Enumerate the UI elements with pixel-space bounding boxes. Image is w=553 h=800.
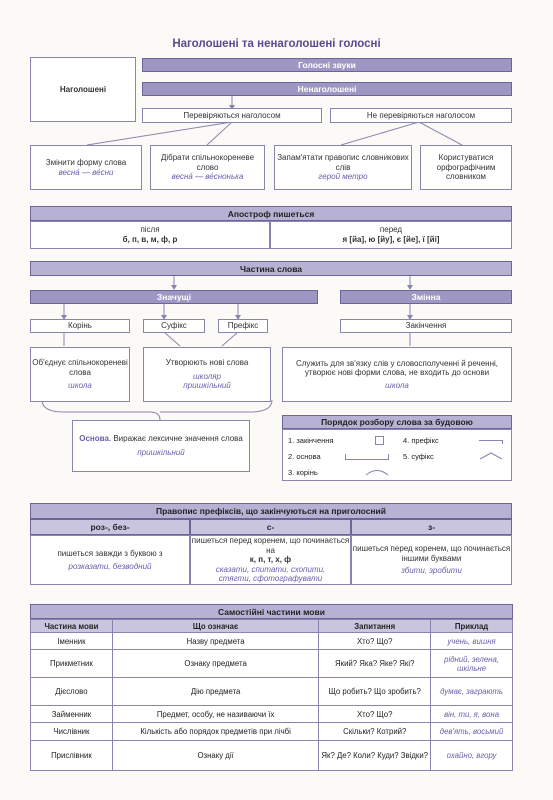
column-header: Запитання <box>319 620 431 633</box>
pos-question: Хто? Що? <box>319 633 431 650</box>
pos-example: він, ти, я, вона <box>431 706 513 723</box>
prefix-col1-desc: пишеться завжди з буквою з <box>57 548 163 558</box>
pos-question: Який? Яка? Яке? Які? <box>319 650 431 678</box>
pos-example: рідний, зелена, шкільне <box>431 650 513 678</box>
pos-meaning: Ознаку дії <box>112 741 318 771</box>
prefix-col1-header: роз-, без- <box>30 519 190 535</box>
rule-example: весна́ — ве́сни <box>58 167 114 177</box>
suffix-symbol-icon <box>479 452 503 460</box>
pos-question: Що робить? Що зробить? <box>319 678 431 706</box>
root-description <box>30 347 130 402</box>
stem-example: пришкільний <box>137 448 185 457</box>
apostrophe-before <box>270 221 512 249</box>
unstressed-header: Ненаголошені <box>142 82 512 96</box>
prefixes-header: Правопис префіксів, що закінчуються на приголосний <box>30 503 512 519</box>
after-label: після <box>140 225 160 235</box>
table-row <box>31 723 513 741</box>
prefix-example: пришкільний <box>183 381 231 391</box>
parts-of-speech-table <box>30 619 513 771</box>
column-header: Що означає <box>112 620 318 633</box>
rule-memorize <box>274 145 412 190</box>
suffix-example: школяр <box>193 371 221 381</box>
pos-example: дев'ять, восьмий <box>431 723 513 741</box>
rule-text: Запам'ятати правопис словникових слів <box>277 153 409 172</box>
suffix-box: Суфікс <box>143 319 205 333</box>
unchecked-box: Не перевіряються наголосом <box>330 108 512 123</box>
parsing-order-list <box>282 429 512 481</box>
prefix-col1-example: розказати, безводний <box>68 561 152 571</box>
parsing-item: 3. корінь <box>288 468 318 477</box>
pos-question: Скільки? Котрий? <box>319 723 431 741</box>
before-label: перед <box>379 225 403 235</box>
pos-meaning: Предмет, особу, не називаючи їх <box>112 706 318 723</box>
pos-meaning: Назву предмета <box>112 633 318 650</box>
parsing-item: 1. закінчення <box>288 436 334 445</box>
pos-meaning: Дію предмета <box>112 678 318 706</box>
prefix-col2-example: стягти, сфотографувати <box>218 574 323 584</box>
table-row <box>31 678 513 706</box>
root-desc-text: Об'єднує спільнокореневі слова <box>32 358 128 377</box>
prefix-col3-cell <box>351 535 512 585</box>
pos-name: Займенник <box>31 706 113 723</box>
column-header: Частина мови <box>31 620 113 633</box>
pos-question: Хто? Що? <box>319 706 431 723</box>
rule-text: Користуватися орфографічним словником <box>436 153 496 182</box>
parsing-item: 2. основа <box>288 452 321 461</box>
ending-desc-text: Служить для зв'язку слів у словосполученні й реченні, утворює нові форми слова, не входить до основи <box>295 358 499 378</box>
table-row <box>31 741 513 771</box>
ending-example: школа <box>385 380 409 390</box>
prefix-box: Префікс <box>218 319 268 333</box>
parsing-item: 5. суфікс <box>403 452 434 461</box>
pos-name: Прикметник <box>31 650 113 678</box>
rule-example: весна́ — ве́снонька <box>171 172 244 182</box>
significant-header: Значущі <box>30 290 318 304</box>
root-box: Корінь <box>30 319 130 333</box>
rule-related-word <box>150 145 265 190</box>
prefix-symbol-icon <box>479 440 503 444</box>
pos-meaning: Кількість або порядок предметів при лічбі <box>112 723 318 741</box>
apostrophe-header: Апостроф пишеться <box>30 206 512 221</box>
stressed-box: Наголошені <box>30 57 136 122</box>
after-letters: б, п, в, м, ф, р <box>122 235 178 244</box>
pos-question: Як? Де? Коли? Куди? Звідки? <box>319 741 431 771</box>
root-symbol-icon <box>365 468 389 476</box>
parsing-order-header: Порядок розбору слова за будовою <box>282 415 512 429</box>
word-parts-header: Частина слова <box>30 261 512 276</box>
prefix-col2-desc: пишеться перед коренем, що починається на <box>191 536 350 555</box>
checked-box: Перевіряються наголосом <box>142 108 322 123</box>
stem-label: Основа <box>79 434 109 444</box>
ending-symbol-icon <box>375 436 384 445</box>
vowels-header: Голосні звуки <box>142 58 512 72</box>
rule-dictionary <box>420 145 512 190</box>
changeable-header: Змінна <box>340 290 512 304</box>
prefix-col3-header: з- <box>351 519 512 535</box>
table-row <box>31 633 513 650</box>
rule-text: Дібрати спільнокореневе слово <box>160 153 255 172</box>
rule-change-form <box>30 145 142 190</box>
table-row <box>31 650 513 678</box>
ending-box: Закінчення <box>340 319 512 333</box>
rule-example: герой метро <box>318 172 368 182</box>
parsing-item: 4. префікс <box>403 436 439 445</box>
prefix-col2-example: сказати, спитати, схопити, <box>215 564 326 574</box>
pos-example: думає, заграють <box>431 678 513 706</box>
table-header-row <box>31 620 513 633</box>
rule-text: Змінити форму слова <box>45 157 127 167</box>
prefix-col2-letters: к, п, т, х, ф <box>249 555 292 565</box>
ending-description <box>282 347 512 402</box>
pos-name: Іменник <box>31 633 113 650</box>
page-title: Наголошені та ненаголошені голосні <box>172 38 381 50</box>
pos-example: учень, вишня <box>431 633 513 650</box>
stem-desc: . Виражає лексичне значення слова <box>108 434 243 444</box>
before-letters: я [йа], ю [йу], є [йе], ї [йі] <box>342 235 440 244</box>
pos-name: Числівник <box>31 723 113 741</box>
apostrophe-after <box>30 221 270 249</box>
prefix-col3-desc: пишеться перед коренем, що починається іншими буквами <box>352 544 511 563</box>
stem-symbol-icon <box>345 454 389 460</box>
suffix-desc-text: Утворюють нові слова <box>165 358 249 368</box>
prefix-col2-header: с- <box>190 519 351 535</box>
pos-example: охайно, вгору <box>431 741 513 771</box>
root-example: школа <box>68 381 92 391</box>
column-header: Приклад <box>431 620 513 633</box>
prefix-col3-example: збити, зробити <box>401 566 462 576</box>
pos-meaning: Ознаку предмета <box>112 650 318 678</box>
stem-box <box>72 420 250 472</box>
prefix-col2-cell <box>190 535 351 585</box>
pos-name: Прислівник <box>31 741 113 771</box>
suffix-prefix-description <box>143 347 271 402</box>
parts-of-speech-header: Самостійні частини мови <box>30 604 513 619</box>
table-row <box>31 706 513 723</box>
prefix-col1-cell <box>30 535 190 585</box>
pos-name: Дієслово <box>31 678 113 706</box>
